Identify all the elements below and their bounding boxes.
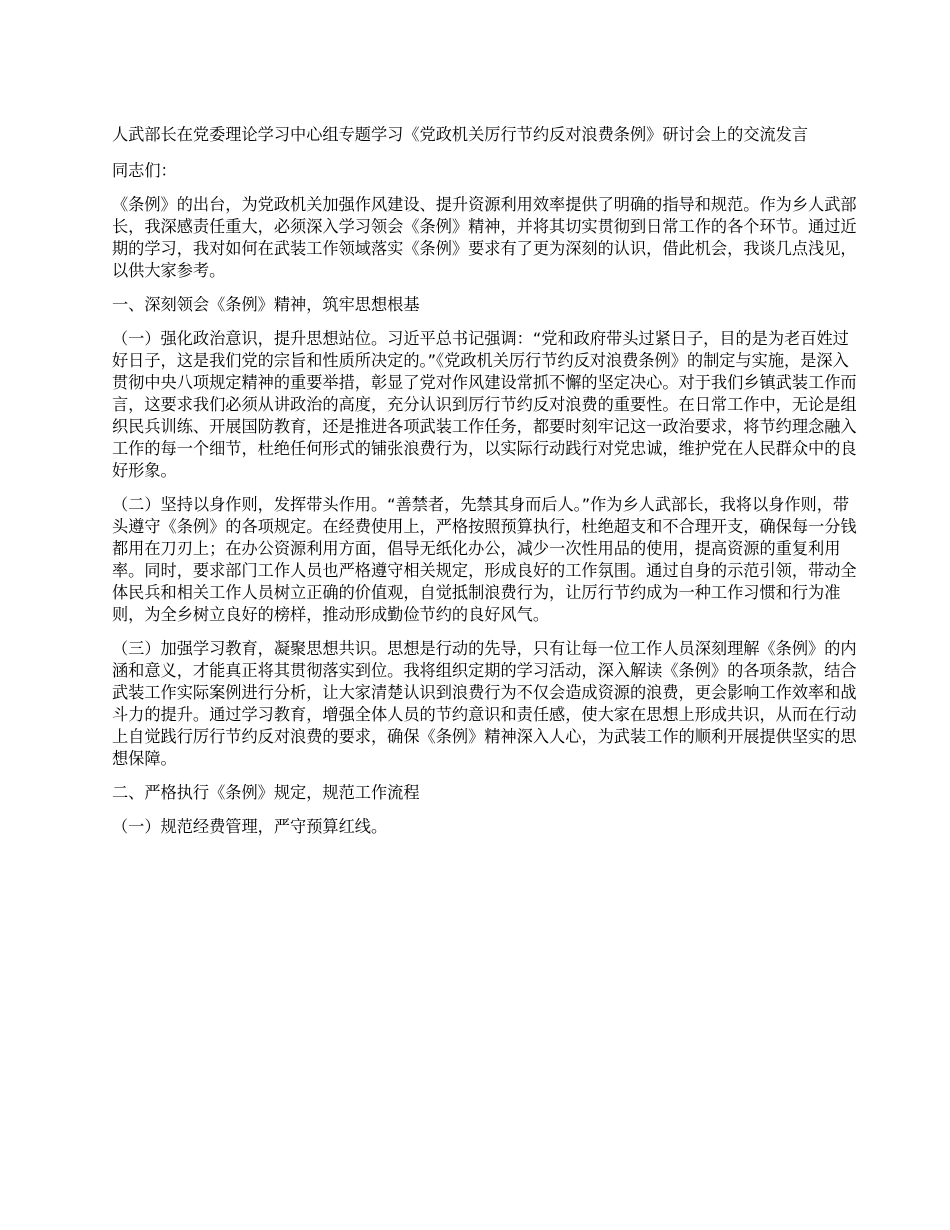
section-heading-1: 一、深刻领会《条例》精神，筑牢思想根基 xyxy=(112,295,420,314)
paragraph-1-3: （三）加强学习教育，凝聚思想共识。思想是行动的先导，只有让每一位工作人员深刻理解《条例》的内涵和意义，才能真正将其贯彻落实到位。我将组织定期的学习活动，深入解读《条例》的各项条款，结合武装工作实际案例进行分析，让大家清楚认识到浪费行为不仅会造成资源的浪费，更会影响工作效率和战斗力的提升。通过学习教育，增强全体人员的节约意识和责任感，使大家在思想上形成共识，从而在行动上自觉践行厉行节约反对浪费的要求，确保《条例》精神深入人心，为武装工作的顺利开展提供坚实的思想保障。 xyxy=(112,639,857,768)
document-page xyxy=(112,124,857,850)
paragraph-intro: 《条例》的出台，为党政机关加强作风建设、提升资源利用效率提供了明确的指导和规范。作为乡人武部长，我深感责任重大，必须深入学习领会《条例》精神，并将其切实贯彻到日常工作的各个环节。通过近期的学习，我对如何在武装工作领域落实《条例》要求有了更为深刻的认识，借此机会，我谈几点浅见，以供大家参考。 xyxy=(112,195,857,280)
salutation: 同志们： xyxy=(112,161,177,180)
section-heading-2: 二、严格执行《条例》规定，规范工作流程 xyxy=(112,783,420,802)
document-title: 人武部长在党委理论学习中心组专题学习《党政机关厉行节约反对浪费条例》研讨会上的交流发言 xyxy=(112,125,809,144)
paragraph-2-1: （一）规范经费管理，严守预算红线。 xyxy=(112,817,388,836)
paragraph-1-1: （一）强化政治意识，提升思想站位。习近平总书记强调：“党和政府带头过紧日子，目的是为老百姓过好日子，这是我们党的宗旨和性质所决定的。”《党政机关厉行节约反对浪费条例》的制定与实施，是深入贯彻中央八项规定精神的重要举措，彰显了党对作风建设常抓不懈的坚定决心。对于我们乡镇武装工作而言，这要求我们必须从讲政治的高度，充分认识到厉行节约反对浪费的重要性。在日常工作中，无论是组织民兵训练、开展国防教育，还是推进各项武装工作任务，都要时刻牢记这一政治要求，将节约理念融入工作的每一个细节，杜绝任何形式的铺张浪费行为，以实际行动践行对党忠诚，维护党在人民群众中的良好形象。 xyxy=(112,329,857,480)
paragraph-1-2: （二）坚持以身作则，发挥带头作用。“善禁者，先禁其身而后人。”作为乡人武部长，我将以身作则，带头遵守《条例》的各项规定。在经费使用上，严格按照预算执行，杜绝超支和不合理开支，确保每一分钱都用在刀刃上；在办公资源利用方面，倡导无纸化办公，减少一次性用品的使用，提高资源的重复利用率。同时，要求部门工作人员也严格遵守相关规定，形成良好的工作氛围。通过自身的示范引领，带动全体民兵和相关工作人员树立正确的价值观，自觉抵制浪费行为，让厉行节约成为一种工作习惯和行为准则，为全乡树立良好的榜样，推动形成勤俭节约的良好风气。 xyxy=(112,495,857,624)
